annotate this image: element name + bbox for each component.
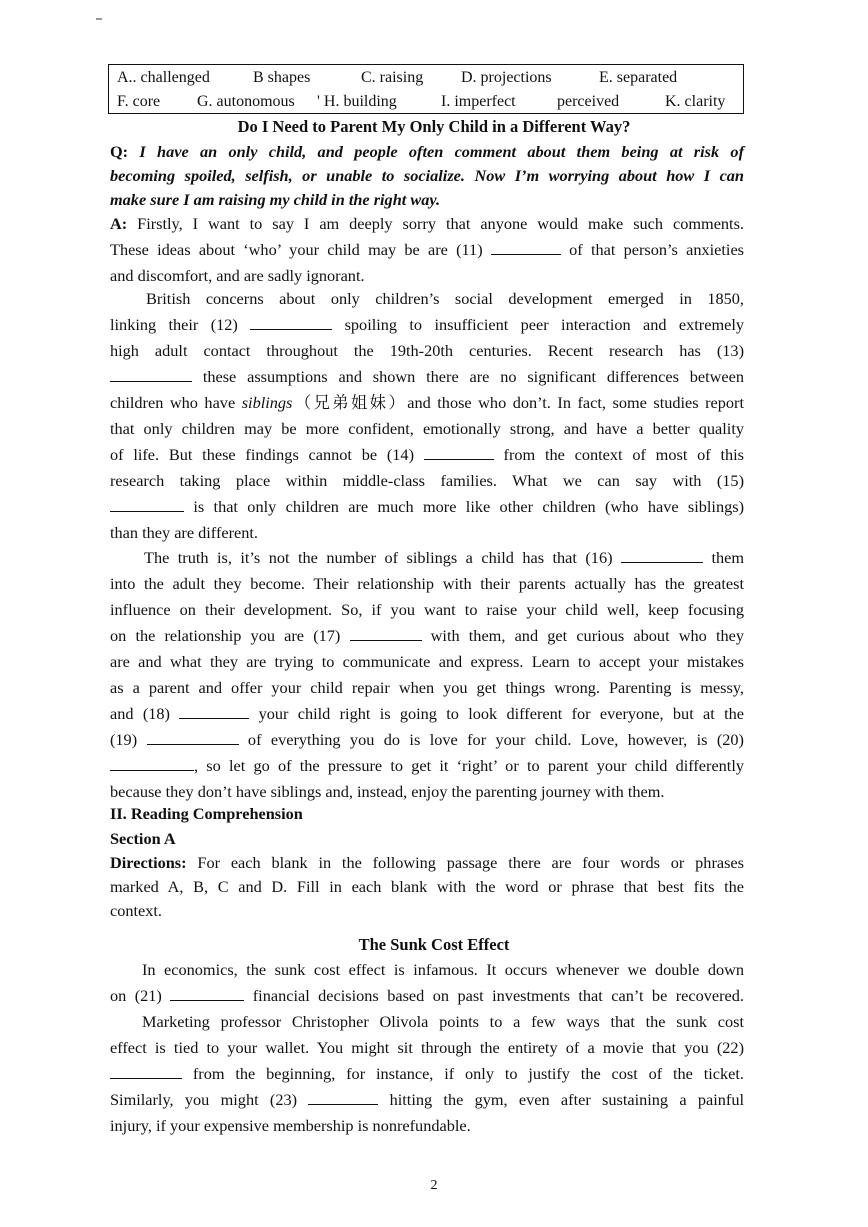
paragraph-text: research taking place within middle-class families. What we can say with (15) — [110, 471, 744, 490]
paragraph-text: on the relationship you are (17) — [110, 626, 341, 645]
paragraph-text: effect is tied to your wallet. You might sit through the entirety of a movie that you (22) — [110, 1038, 744, 1057]
word-option: E. separated — [599, 69, 678, 86]
blank-23[interactable] — [308, 1087, 378, 1105]
paragraph-text: The truth is, it’s not the number of siblings a child has that (16) — [144, 548, 613, 567]
paragraph-text: children who have — [110, 393, 242, 412]
word-option: I. imperfect — [441, 93, 516, 110]
paragraph-text: on (21) — [110, 986, 162, 1005]
paragraph-text: hitting the gym, even after sustaining a painful — [378, 1090, 744, 1109]
word-bank-box — [108, 64, 744, 114]
scan-mark — [96, 18, 102, 20]
blank-15[interactable] — [110, 494, 184, 512]
paragraph-text: because they don’t have siblings and, instead, enjoy the parenting journey with them. — [110, 782, 665, 801]
directions — [110, 851, 744, 923]
paragraph-text: These ideas about ‘who’ your child may be are (11) — [110, 240, 483, 259]
blank-19[interactable] — [147, 727, 239, 745]
page-number: 2 — [430, 1178, 438, 1193]
body-paragraph — [110, 957, 744, 1139]
passage-title: Do I Need to Parent My Only Child in a Different Way? — [237, 117, 631, 136]
question-text: becoming spoiled, selfish, or unable to socialize. Now I’m worrying about how I can — [110, 166, 744, 185]
blank-18[interactable] — [179, 701, 249, 719]
word-option: ' H. building — [317, 93, 397, 110]
paragraph-text: from the context of most of this — [493, 445, 744, 464]
paragraph-text: them — [702, 548, 744, 567]
paragraph-text: (19) — [110, 730, 138, 749]
paragraph-text: In economics, the sunk cost effect is infamous. It occurs whenever we double down — [142, 960, 744, 979]
paragraph-text: （兄弟姐妹）and those who don’t. In fact, some studies report — [292, 393, 745, 412]
paragraph-text: financial decisions based on past investments that can’t be recovered. — [244, 986, 744, 1005]
question-text: I have an only child, and people often comment about them being at risk of — [128, 142, 744, 161]
paragraph-text: British concerns about only children’s social development emerged in 1850, — [146, 289, 744, 308]
paragraph-text: and discomfort, and are sadly ignorant. — [110, 266, 365, 285]
paragraph-text: Marketing professor Christopher Olivola points to a few ways that the sunk cost — [142, 1012, 744, 1031]
a-label: A: — [110, 214, 128, 233]
blank-22[interactable] — [110, 1061, 182, 1079]
paragraph-text: is that only children are much more like other children (who have siblings) — [184, 497, 744, 516]
paragraph-text: of that person’s anxieties — [560, 240, 745, 259]
paragraph-text: linking their (12) — [110, 315, 238, 334]
paragraph-text: high adult contact throughout the 19th-20th centuries. Recent research has (13) — [110, 341, 744, 360]
paragraph-text: siblings — [241, 393, 293, 412]
word-option: K. clarity — [665, 93, 726, 110]
question-text: make sure I am raising my child in the right way. — [110, 190, 441, 209]
blank-21[interactable] — [170, 983, 244, 1001]
q-label: Q: — [110, 142, 129, 161]
paragraph-text: with them, and get curious about who they — [421, 626, 745, 645]
paragraph-text: Firstly, I want to say I am deeply sorry that anyone would make such comments. — [127, 214, 744, 233]
paragraph-text: of life. But these findings cannot be (14) — [110, 445, 414, 464]
blank-14[interactable] — [424, 442, 494, 460]
blank-16[interactable] — [621, 545, 703, 563]
passage-title: The Sunk Cost Effect — [358, 935, 510, 954]
word-option: F. core — [117, 93, 161, 110]
paragraph-text: as a parent and offer your child repair when you get things wrong. Parenting is messy, — [110, 678, 744, 697]
paragraph-text: that only children may be more confident, emotionally strong, and have a better quality — [110, 419, 744, 438]
subsection-heading: Section A — [110, 829, 176, 848]
blank-12[interactable] — [250, 312, 332, 330]
directions-text: marked A, B, C and D. Fill in each blank with the word or phrase that best fits the — [110, 877, 744, 896]
paragraph-text: influence on their development. So, if you want to raise your child well, keep focusing — [110, 600, 744, 619]
body-paragraph — [110, 286, 744, 546]
paragraph-text: , so let go of the pressure to get it ‘right’ or to parent your child differently — [194, 756, 744, 775]
answer-paragraph — [110, 211, 744, 289]
directions-text: For each blank in the following passage there are four words or phrases — [186, 853, 744, 872]
word-option: D. projections — [461, 69, 552, 86]
blank-11[interactable] — [491, 237, 561, 255]
paragraph-text: are and what they are trying to communicate and express. Learn to accept your mistakes — [110, 652, 744, 671]
word-option: G. autonomous — [197, 93, 295, 110]
body-paragraph — [110, 545, 744, 805]
directions-label: Directions: — [110, 853, 187, 872]
paragraph-text: your child right is going to look different for everyone, but at the — [249, 704, 744, 723]
word-option: perceived — [557, 93, 620, 110]
paragraph-text: injury, if your expensive membership is nonrefundable. — [110, 1116, 471, 1135]
paragraph-text: and (18) — [110, 704, 170, 723]
paragraph-text: from the beginning, for instance, if only to justify the cost of the ticket. — [182, 1064, 744, 1083]
blank-13[interactable] — [110, 364, 192, 382]
word-option: A.. challenged — [117, 69, 210, 86]
directions-text: context. — [110, 901, 162, 920]
paragraph-text: Similarly, you might (23) — [110, 1090, 298, 1109]
blank-17[interactable] — [350, 623, 422, 641]
section-heading: II. Reading Comprehension — [110, 804, 303, 823]
paragraph-text: into the adult they become. Their relationship with their parents actually has the greatest — [110, 574, 744, 593]
question-block — [110, 140, 744, 212]
paragraph-text: of everything you do is love for your child. Love, however, is (20) — [238, 730, 744, 749]
paragraph-text: these assumptions and shown there are no significant differences between — [192, 367, 744, 386]
paragraph-text: than they are different. — [110, 523, 258, 542]
paragraph-text: spoiling to insufficient peer interaction and extremely — [332, 315, 744, 334]
word-option: B shapes — [253, 69, 311, 86]
blank-20[interactable] — [110, 753, 194, 771]
word-option: C. raising — [361, 69, 424, 86]
